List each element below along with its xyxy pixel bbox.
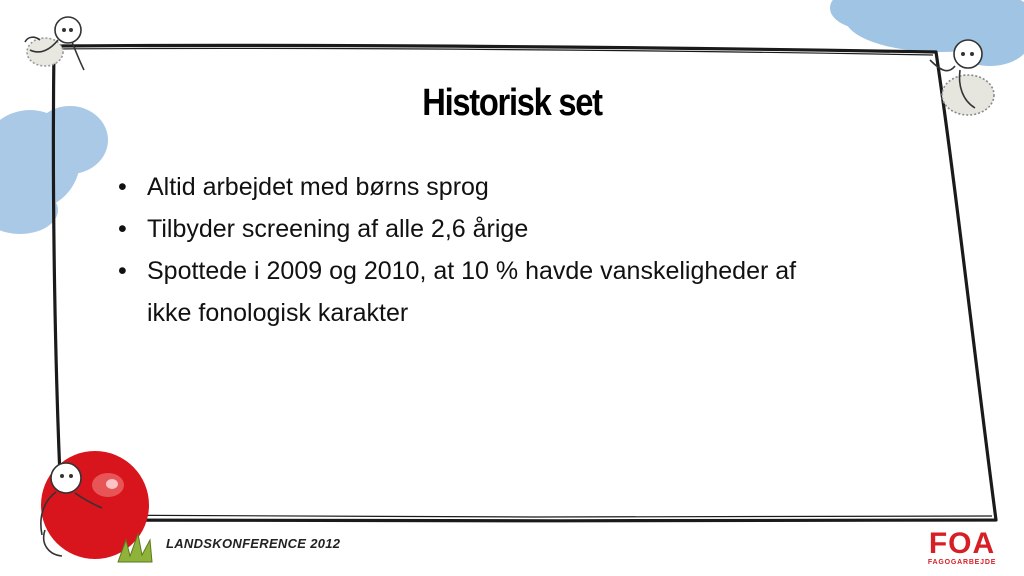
foa-logo-main: FOA	[928, 527, 996, 560]
conference-label: LANDSKONFERENCE 2012	[166, 536, 341, 551]
bullet-marker: •	[118, 257, 127, 285]
bullet-list	[118, 166, 818, 334]
bullet-item	[118, 166, 818, 208]
slide-title: Historisk set	[422, 82, 602, 124]
bullet-marker: •	[118, 215, 127, 243]
foa-logo-sub: FAGOGARBEJDE	[927, 559, 997, 566]
foa-logo	[920, 527, 1004, 567]
baby-illustration-top-left	[25, 17, 84, 70]
bullet-text: Tilbyder screening af alle 2,6 årige	[147, 215, 529, 243]
bullet-text: Altid arbejdet med børns sprog	[147, 173, 489, 201]
bullet-item	[118, 250, 818, 334]
bullet-marker: •	[118, 173, 127, 201]
bullet-text: Spottede i 2009 og 2010, at 10 % havde vanskeligheder af ikke fonologisk karakter	[147, 257, 797, 327]
cloud-top-right	[830, 0, 1024, 66]
bullet-item	[118, 208, 818, 250]
